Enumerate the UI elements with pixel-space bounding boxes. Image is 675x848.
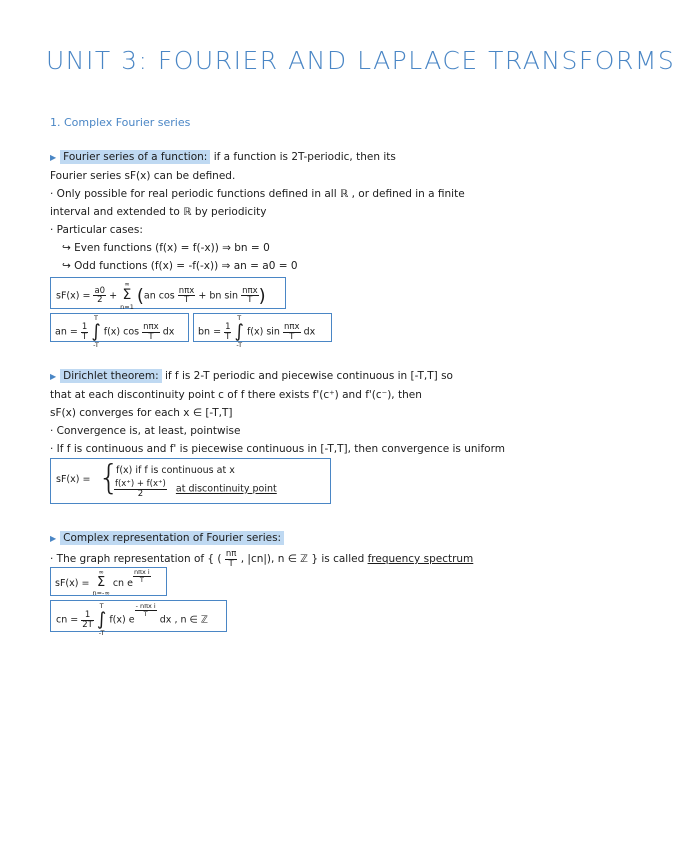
page-title: UNIT 3: FOURIER AND LAPLACE TRANSFORMS <box>46 46 675 75</box>
formula-bn: bn = $\frac{1}{T}$ T ∫ -T f(x) sin $\frac{\text{nπx}}{T}$ dx <box>198 314 316 349</box>
dirichlet-line3: sF(x) converges for each x ∈ [-T,T] <box>50 407 233 419</box>
bullet-triangle-icon: ▶ <box>50 372 57 381</box>
formula-sf: sF(x) = $\frac{a0}{2}$ + ∞ Σ n=1 (an cos $\frac{\text{nπx}}{T}$ + bn sin $\frac{\text{nπx}}{T}$ ) <box>56 280 266 311</box>
dirichlet-heading: Dirichlet theorem: <box>60 369 161 383</box>
bullet-triangle-icon: ▶ <box>50 534 57 543</box>
fourier-series-intro <box>50 151 396 163</box>
dirichlet-case1: f(x) if f is continuous at x <box>116 465 235 476</box>
fourier-series-line5: · Particular cases: <box>50 224 143 236</box>
dirichlet-line4: · Convergence is, at least, pointwise <box>50 425 241 437</box>
bullet-triangle-icon: ▶ <box>50 153 57 162</box>
fourier-series-heading: Fourier series of a function: <box>60 150 210 164</box>
dirichlet-intro <box>50 370 453 382</box>
formula-box-bn <box>193 313 332 349</box>
dirichlet-case2: $\frac{f(x^+) + f(x^+)}{2}$ at discontinuity point <box>115 479 277 499</box>
section-heading: 1. Complex Fourier series <box>50 116 191 129</box>
complex-intro <box>50 532 284 544</box>
fourier-series-line1: if a function is 2T-periodic, then its <box>213 151 396 163</box>
dirichlet-line2: that at each discontinuity point c of f there exists f'(c⁺) and f'(c⁻), then <box>50 389 422 401</box>
complex-line1: · The graph representation of { ( $\frac{n\pi}{T}$ , |cn|), n ∈ ℤ } is called frequency spectrum <box>50 549 474 569</box>
fourier-series-line2: Fourier series sF(x) can be defined. <box>50 170 236 182</box>
formula-box-sf <box>50 277 286 309</box>
complex-formula-box-sf <box>50 567 167 596</box>
dirichlet-box <box>50 458 331 504</box>
complex-formula-box-cn <box>50 600 227 637</box>
frequency-spectrum-term: frequency spectrum <box>367 553 474 565</box>
brace-icon: { <box>98 458 120 498</box>
fourier-series-line3: · Only possible for real periodic functions defined in all ℝ , or defined in a finite <box>50 188 465 200</box>
formula-an: an = $\frac{1}{T}$ T ∫ -T f(x) cos $\frac{\text{nπx}}{T}$ dx <box>55 314 175 349</box>
complex-heading: Complex representation of Fourier series: <box>60 531 284 545</box>
fourier-series-line4: interval and extended to ℝ by periodicity <box>50 206 267 218</box>
case-even: ↪ Even functions (f(x) = f(-x)) ⇒ bn = 0 <box>62 242 270 254</box>
case-odd: ↪ Odd functions (f(x) = -f(-x)) ⇒ an = a0 = 0 <box>62 260 298 272</box>
complex-formula-cn: cn = $\frac{1}{2T}$ T ∫ -T f(x) e $\frac{\text{- nπx i}}{T}$ dx , n ∈ ℤ <box>56 602 208 637</box>
dirichlet-box-lhs: sF(x) = <box>56 474 91 485</box>
dirichlet-line5: · If f is continuous and f' is piecewise continuous in [-T,T], then convergence is uniform <box>50 443 505 455</box>
dirichlet-line1: if f is 2-T periodic and piecewise continuous in [-T,T] so <box>164 370 453 382</box>
formula-box-an <box>50 313 189 349</box>
complex-formula-sf: sF(x) = ∞ Σ n=-∞ cn e $\frac{\text{nπx i}}{T}$ <box>55 568 150 598</box>
